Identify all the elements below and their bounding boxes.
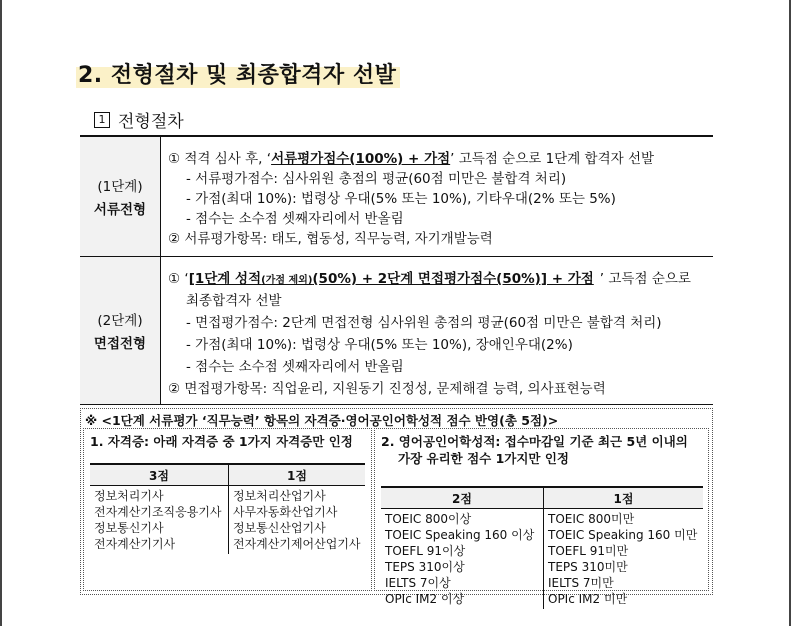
- list-item: TOEFL 91미만: [548, 544, 629, 558]
- cert-col-1pt: 1점: [229, 464, 366, 486]
- cert-3pt-list: [90, 486, 229, 555]
- language-title: [381, 433, 688, 467]
- stage2-step: (2단계): [97, 313, 143, 329]
- list-item: TOEIC 800미만: [548, 512, 635, 526]
- numbered-box-icon: 1: [94, 112, 110, 128]
- stage2-line4: - 가점(최대 10%): 법령상 우대(5% 또는 10%), 장애인우대(2%): [186, 337, 573, 353]
- procedure-table: [80, 135, 713, 405]
- page-frame-left: [0, 0, 2, 626]
- section-title: 2. 전형절차 및 최종합격자 선발: [76, 58, 400, 88]
- list-item: 전자계산기조직응용기사: [94, 505, 222, 519]
- list-item: 정보처리산업기사: [233, 489, 326, 503]
- lang-2pt-list: [381, 509, 544, 610]
- list-item: 정보통신산업기사: [233, 521, 326, 535]
- stage1-line2: - 서류평가점수: 심사위원 총점의 평균(60점 미만은 불합격 처리): [186, 171, 567, 187]
- language-panel: [374, 428, 709, 606]
- list-item: OPIc IM2 미만: [548, 592, 628, 606]
- stage1-line1-pre: ① 적격 심사 후, ‘: [168, 151, 272, 167]
- stage1-line1-emphasis: 서류평가점수(100%) + 가점: [271, 151, 451, 167]
- stage2-line1: [168, 267, 691, 287]
- stage1-label-cell: [80, 137, 161, 256]
- stage2-label-cell: [80, 257, 161, 404]
- list-item: 전자계산기제어산업기사: [233, 537, 361, 551]
- lang-col-2pt: 2점: [381, 487, 544, 509]
- language-table: [381, 486, 703, 609]
- stage2-line1-post: ’ 고득점 순으로: [599, 271, 691, 287]
- score-note-header: ※ <1단계 서류평가 ‘직무능력’ 항목의 자격증·영어공인어학성적 점수 반영(총 5점)>: [85, 413, 559, 428]
- stage1-name: 서류전형: [93, 202, 147, 218]
- certificate-table: [90, 463, 365, 554]
- list-item: 정보처리기사: [94, 489, 164, 503]
- list-item: 전자계산기기사: [94, 537, 176, 551]
- stage2-row: [80, 257, 713, 404]
- sub-title-text: 전형절차: [118, 112, 184, 132]
- stage1-line3: - 가점(최대 10%): 법령상 우대(5% 또는 10%), 기타우대(2% 또는 5%): [186, 191, 616, 207]
- score-note-box: [80, 408, 713, 606]
- certificate-panel: [83, 428, 372, 591]
- stage2-line1-emphasis-a: [1단계 성적: [188, 271, 262, 287]
- stage2-line6: ② 면접평가항목: 직업윤리, 지원동기 진정성, 문제해결 능력, 의사표현능력: [168, 381, 606, 397]
- sub-title: [94, 107, 184, 132]
- stage2-line5: - 점수는 소수점 셋째자리에서 반올림: [186, 359, 404, 375]
- list-item: TOEFL 91이상: [385, 544, 466, 558]
- stage2-line3: - 면접평가점수: 2단계 면접전형 심사위원 총점의 평균(60점 미만은 불합격 처리): [186, 315, 662, 331]
- lang-col-1pt: 1점: [544, 487, 704, 509]
- list-item: TOEIC Speaking 160 이상: [385, 528, 535, 542]
- stage1-line4: - 점수는 소수점 셋째자리에서 반올림: [186, 211, 404, 227]
- stage1-row: [80, 137, 713, 257]
- list-item: TEPS 310미만: [548, 560, 628, 574]
- stage2-line1-emphasis-b: (50%) + 2단계 면접평가점수(50%)] + 가점: [312, 271, 594, 287]
- stage1-line1: [168, 147, 654, 167]
- stage2-line1-pre: ① ‘: [168, 271, 189, 287]
- stage2-line1-small: (가점 제외): [261, 275, 313, 286]
- list-item: 사무자동화산업기사: [233, 505, 338, 519]
- cert-1pt-list: [229, 486, 366, 555]
- lang-1pt-list: [544, 509, 704, 610]
- stage1-line5: ② 서류평가항목: 태도, 협동성, 직무능력, 자기개발능력: [168, 231, 493, 247]
- list-item: IELTS 7미만: [548, 576, 614, 590]
- list-item: TOEIC 800이상: [385, 512, 472, 526]
- language-title-line1: 2. 영어공인어학성적: 접수마감일 기준 최근 5년 이내의: [381, 434, 688, 449]
- stage2-line2: 최종합격자 선발: [186, 293, 282, 309]
- list-item: TOEIC Speaking 160 미만: [548, 528, 698, 542]
- list-item: IELTS 7이상: [385, 576, 451, 590]
- list-item: 정보통신기사: [94, 521, 164, 535]
- language-title-line2: 가장 유리한 점수 1가지만 인정: [398, 451, 570, 466]
- stage1-line1-post: ’ 고득점 순으로 1단계 합격자 선발: [450, 151, 655, 167]
- list-item: OPIc IM2 이상: [385, 592, 465, 606]
- stage1-step: (1단계): [97, 179, 143, 195]
- cert-col-3pt: 3점: [90, 464, 229, 486]
- stage2-name: 면접전형: [93, 336, 147, 352]
- certificate-title: 1. 자격증: 아래 자격증 중 1가지 자격증만 인정: [90, 434, 353, 449]
- list-item: TEPS 310이상: [385, 560, 465, 574]
